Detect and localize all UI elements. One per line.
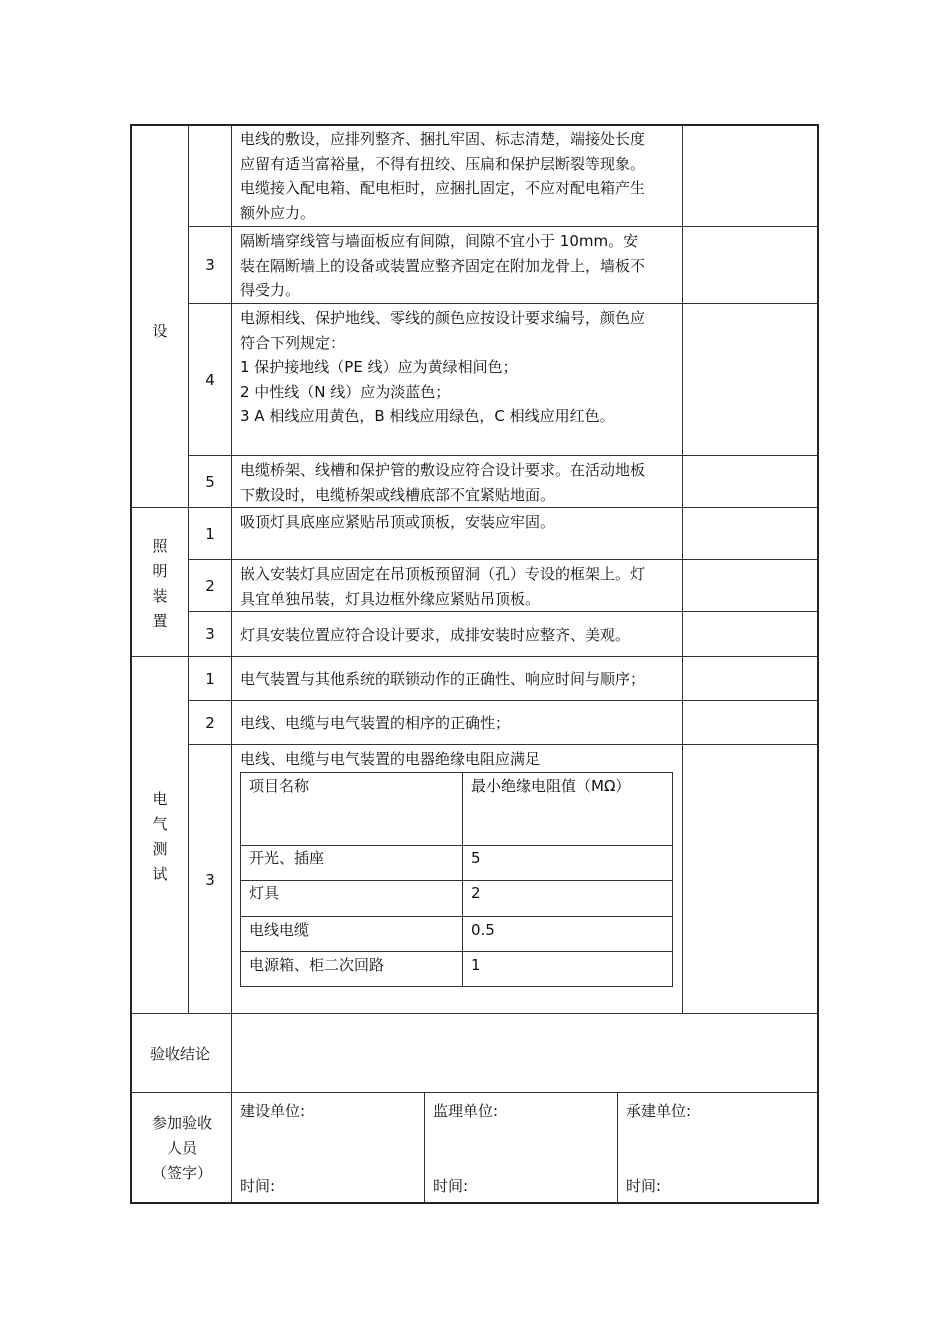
row-divider xyxy=(240,951,673,952)
requirement-text: 嵌入安装灯具应固定在吊顶板预留洞（孔）专设的框架上。灯 具宜单独吊装，灯具边框外缘应紧贴吊顶板。 xyxy=(240,565,646,608)
requirement-text: 灯具安装位置应符合设计要求，成排安装时应整齐、美观。 xyxy=(240,626,631,644)
item-number: 1 xyxy=(205,525,215,543)
col-divider xyxy=(682,124,683,1013)
category-label: 电 气 测 试 xyxy=(152,790,168,883)
conclusion-field[interactable] xyxy=(232,1014,818,1091)
table-cell: 0.5 xyxy=(471,921,495,939)
row-divider xyxy=(188,744,819,745)
item-number: 1 xyxy=(205,670,215,688)
item-number: 3 xyxy=(205,871,215,889)
requirement-text: 电线的敷设，应排列整齐、捆扎牢固、标志清楚，端接处长度 应留有适当富裕量，不得有扭绞、压扁和保护层断裂等现象。 电缆接入配电箱、配电柜时，应捆扎固定，不应对配电箱产生 额外应力。 xyxy=(240,130,646,222)
party-label-contractor: 承建单位: xyxy=(626,1102,692,1120)
row-divider xyxy=(240,916,673,917)
table-header: 项目名称 xyxy=(249,777,310,795)
table-header: 最小绝缘电阻值（MΩ） xyxy=(471,777,631,795)
table-cell: 电线电缆 xyxy=(249,921,310,939)
item-number: 2 xyxy=(205,577,215,595)
row-divider xyxy=(188,559,819,560)
col-divider xyxy=(617,1092,618,1204)
section-divider xyxy=(130,507,819,508)
category-label: 照 明 装 置 xyxy=(152,537,168,630)
table-cell: 电源箱、柜二次回路 xyxy=(249,956,385,974)
time-label: 时间: xyxy=(240,1177,276,1195)
row-divider xyxy=(188,700,819,701)
requirement-text: 电缆桥架、线槽和保护管的敷设应符合设计要求。在活动地板 下敷设时，电缆桥架或线槽底部不宜紧贴地面。 xyxy=(240,461,646,504)
item-number: 2 xyxy=(205,714,215,732)
item-number: 4 xyxy=(205,371,215,389)
item-number: 3 xyxy=(205,625,215,643)
row-divider xyxy=(188,303,819,304)
table-cell: 灯具 xyxy=(249,884,280,902)
item-number: 3 xyxy=(205,256,215,274)
row-divider xyxy=(240,880,673,881)
party-label-supervision: 监理单位: xyxy=(433,1102,499,1120)
requirement-text: 电源相线、保护地线、零线的颜色应按设计要求编号，颜色应 符合下列规定： 1 保护接地线（PE 线）应为黄绿相间色； 2 中性线（N 线）应为淡蓝色； 3 A 相线应用黄色，B 相线应用绿色，C 相线应用红色。 xyxy=(240,309,646,425)
signoff-label: 参加验收 人员 （签字） xyxy=(151,1114,212,1182)
section-divider xyxy=(130,656,819,657)
time-label: 时间: xyxy=(433,1177,469,1195)
time-label: 时间: xyxy=(626,1177,662,1195)
requirement-text: 隔断墙穿线管与墙面板应有间隙，间隙不宜小于 10mm。安 装在隔断墙上的设备或装置应整齐固定在附加龙骨上，墙板不 得受力。 xyxy=(240,232,646,299)
category-label: 设 xyxy=(152,322,168,340)
requirement-text: 电气装置与其他系统的联锁动作的正确性、响应时间与顺序； xyxy=(240,670,646,688)
requirement-text: 电线、电缆与电气装置的电器绝缘电阻应满足 xyxy=(240,750,541,768)
table-cell: 5 xyxy=(471,849,481,867)
requirement-text: 电线、电缆与电气装置的相序的正确性； xyxy=(240,714,511,732)
section-divider xyxy=(130,1092,819,1093)
table-cell: 2 xyxy=(471,884,481,902)
row-divider xyxy=(188,226,819,227)
conclusion-label: 验收结论 xyxy=(150,1045,211,1063)
row-divider xyxy=(188,611,819,612)
table-cell: 开光、插座 xyxy=(249,849,325,867)
row-divider xyxy=(188,455,819,456)
party-label-construction: 建设单位: xyxy=(240,1102,306,1120)
item-number: 5 xyxy=(205,473,215,491)
table-cell: 1 xyxy=(471,956,481,974)
requirement-text: 吸顶灯具底座应紧贴吊顶或顶板，安装应牢固。 xyxy=(240,513,556,531)
col-divider xyxy=(424,1092,425,1204)
